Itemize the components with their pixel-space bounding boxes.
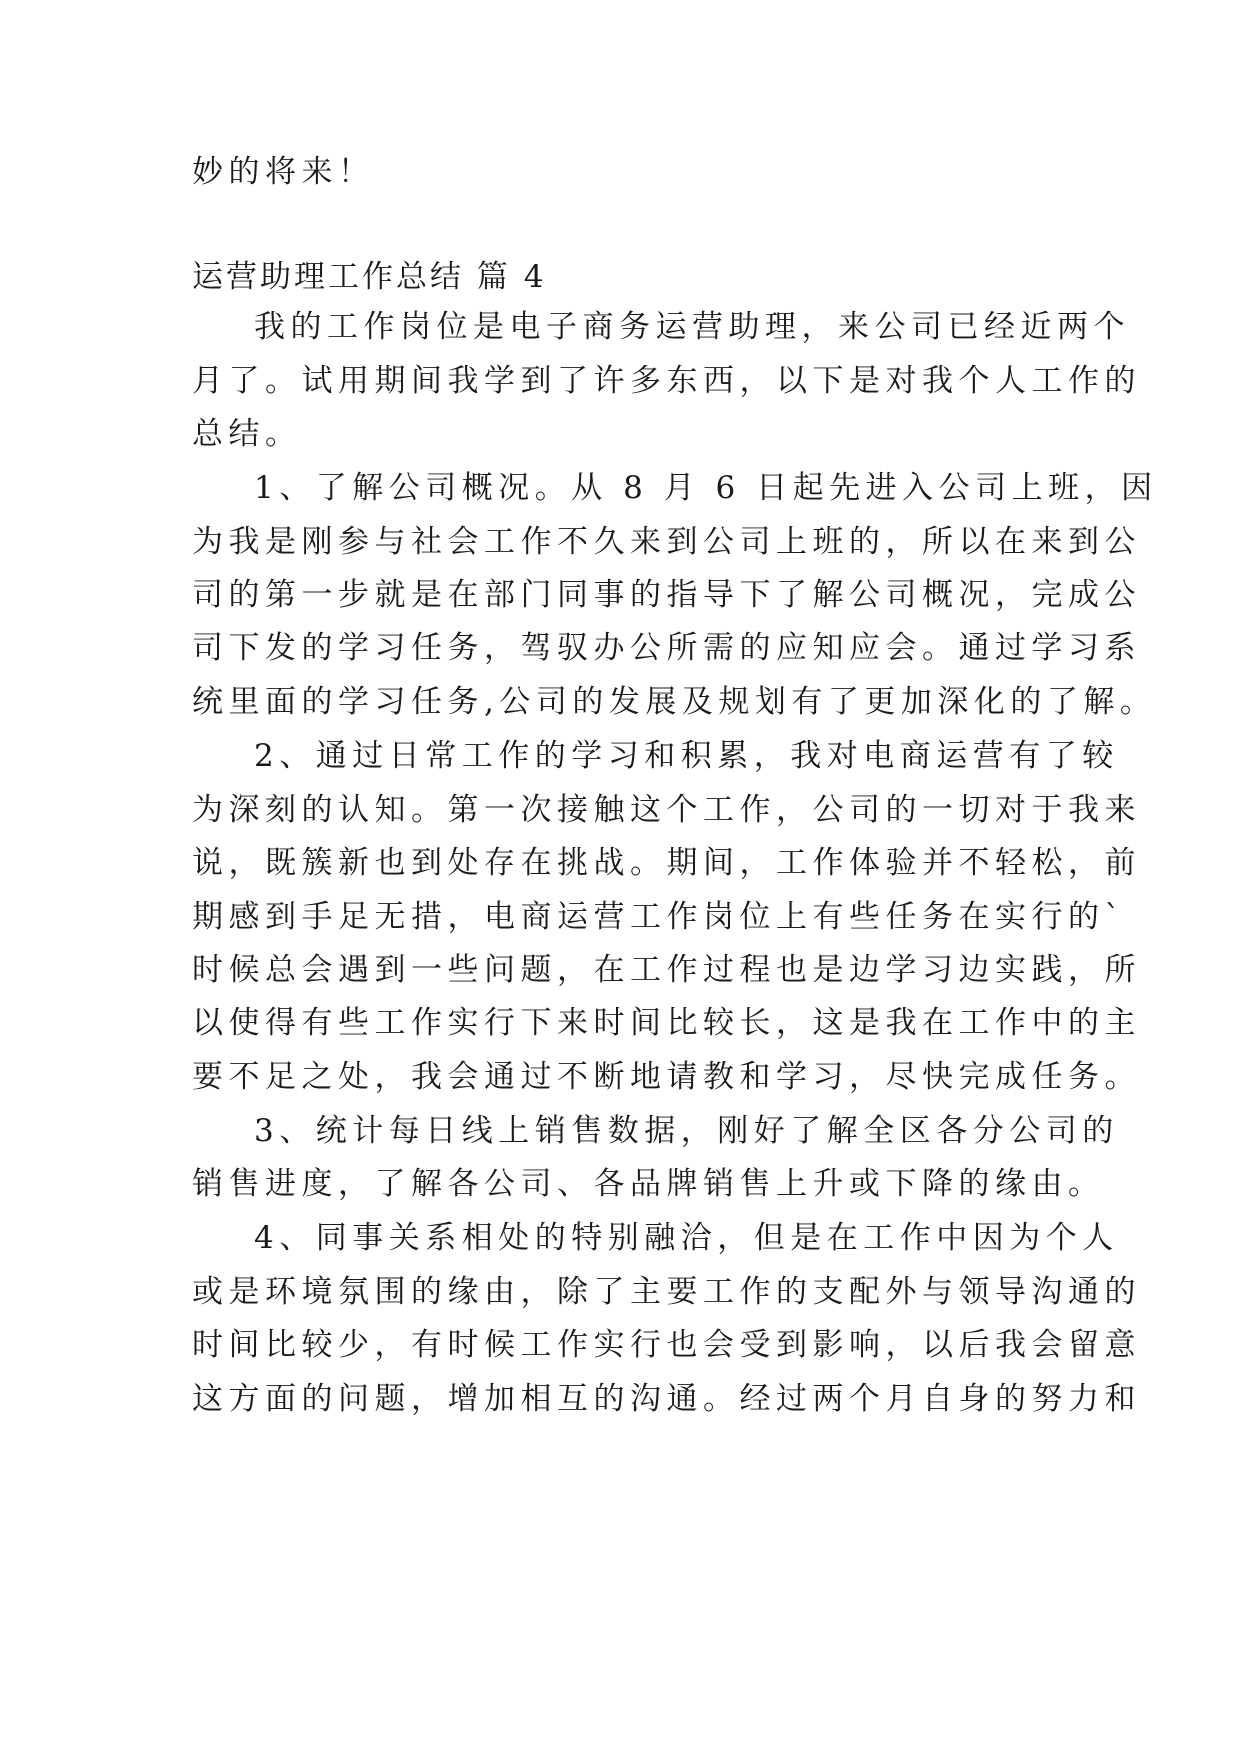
paragraph-line: 月了。试用期间我学到了许多东西，以下是对我个人工作的 [192, 363, 1141, 399]
paragraph-line: 这方面的问题，增加相互的沟通。经过两个月自身的努力和 [192, 1381, 1141, 1417]
section-title: 运营助理工作总结 篇 4 [192, 259, 547, 295]
paragraph-line: 期感到手足无措，电商运营工作岗位上有些任务在实行的` [192, 899, 1126, 935]
paragraph-line: 3、统计每日线上销售数据，刚好了解全区各分公司的 [254, 1113, 1119, 1149]
paragraph-line: 1、了解公司概况。从 8 月 6 日起先进入公司上班，因 [254, 470, 1158, 506]
paragraph-line: 我的工作岗位是电子商务运营助理，来公司已经近两个 [254, 309, 1130, 345]
paragraph-line: 以使得有些工作实行下来时间比较长，这是我在工作中的主 [192, 1005, 1141, 1041]
paragraph-line: 为我是刚参与社会工作不久来到公司上班的，所以在来到公 [192, 524, 1141, 560]
paragraph-line: 统里面的学习任务,公司的发展及规划有了更加深化的了解。 [192, 684, 1157, 720]
paragraph-line: 2、通过日常工作的学习和积累，我对电商运营有了较 [254, 738, 1119, 774]
paragraph-line: 4、同事关系相处的特别融洽，但是在工作中因为个人 [254, 1220, 1119, 1256]
paragraph-line: 时候总会遇到一些问题，在工作过程也是边学习边实践，所 [192, 952, 1141, 988]
paragraph-line: 说，既簇新也到处存在挑战。期间，工作体验并不轻松，前 [192, 845, 1141, 881]
paragraph-line: 总结。 [192, 416, 302, 452]
paragraph-line: 或是环境氛围的缘由，除了主要工作的支配外与领导沟通的 [192, 1274, 1141, 1310]
paragraph-line: 为深刻的认知。第一次接触这个工作，公司的一切对于我来 [192, 792, 1141, 828]
paragraph-line: 要不足之处，我会通过不断地请教和学习，尽快完成任务。 [192, 1059, 1141, 1095]
paragraph-line: 司下发的学习任务，驾驭办公所需的应知应会。通过学习系 [192, 630, 1141, 666]
paragraph-line: 销售进度，了解各公司、各品牌销售上升或下降的缘由。 [192, 1166, 1105, 1202]
paragraph-line: 司的第一步就是在部门同事的指导下了解公司概况，完成公 [192, 577, 1141, 613]
carryover-line: 妙的将来！ [192, 154, 375, 190]
paragraph-line: 时间比较少，有时候工作实行也会受到影响，以后我会留意 [192, 1327, 1141, 1363]
